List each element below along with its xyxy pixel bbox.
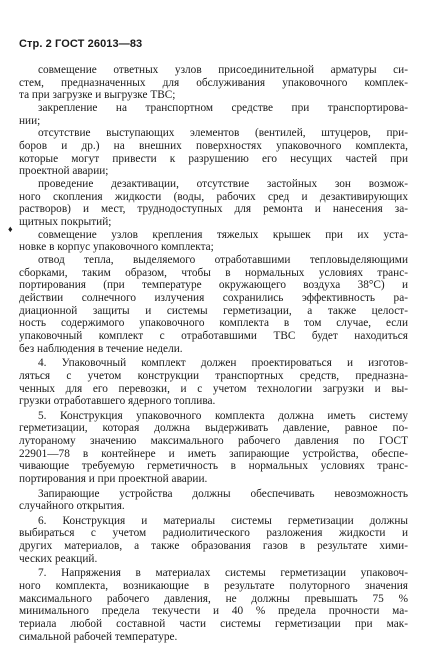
text-line: сборками, таким образом, чтобы в нормальных условиях транс-: [19, 266, 408, 279]
text-line: 7. Напряжения в материалах системы герметизации упаковоч-: [38, 567, 408, 580]
text-line: чивающие требуемую герметичность в нормальных условиях транс-: [19, 460, 408, 473]
text-line: Запирающие устройства должны обеспечивать невозможность: [38, 487, 408, 500]
text-line: совмещение ответных узлов присоединительной арматуры си-: [38, 64, 408, 76]
text-line: проектной аварии;: [19, 165, 109, 178]
text-line: 22901—78 в контейнере и иметь запирающие устройства, обеспе-: [19, 447, 408, 460]
text-line: нии;: [19, 114, 41, 127]
page-header: Стр. 2 ГОСТ 26013—83: [19, 38, 143, 50]
text-line: 5. Конструкция упаковочного комплекта должна иметь систему: [38, 409, 408, 422]
text-line: действии солнечного излучения сохранились эффективность ра-: [19, 292, 408, 305]
text-line: других материалов, а также образования газов в результате хими-: [19, 540, 408, 553]
text-line: териала любой составной части системы герметизации при мак-: [19, 617, 408, 630]
text-line: портирования и при проектной аварии.: [19, 473, 208, 486]
text-line: совмещение узлов крепления тяжелых крышек при их уста-: [38, 228, 408, 241]
text-line: случайного открытия.: [19, 500, 125, 513]
text-line: ческих реакций.: [19, 552, 98, 565]
text-line: ного комплекта, возникающие в результате полуторного значения: [19, 579, 408, 592]
text-line: ного скопления жидкости (воды, рабочих сред и дезактивирующих: [19, 190, 408, 203]
text-line: максимального рабочего давления, не должны превышать 75 %: [19, 592, 408, 605]
text-line: лутораному значению максимального рабочего давления по ГОСТ: [19, 435, 408, 448]
text-line: минимального предела текучести и 40 % предела прочности ма-: [19, 605, 408, 618]
text-line: портирования (при температуре окружающего воздуха 38°С) и: [19, 279, 408, 292]
text-line: боров и др.) на внешних поверхностях упаковочного комплекта,: [19, 140, 408, 153]
text-line: закрепление на транспортном средстве при транспортирова-: [38, 102, 408, 114]
text-line: отсутствие выступающих элементов (вентилей, штуцеров, при-: [38, 127, 408, 140]
text-line: герметизации, которая должна выдерживать давление, равное по-: [19, 422, 408, 435]
text-line: 6. Конструкция и материалы системы герметизации должны: [38, 514, 408, 527]
text-line: диационной защиты и системы герметизации, а также целост-: [19, 304, 408, 317]
text-line: растворов) и мест, труднодоступных для ремонта и нанесения за-: [19, 203, 408, 216]
text-line: выбираться с учетом радиолитического разложения жидкости и: [19, 527, 408, 540]
text-line: упаковочный комплект с отработавшими ТВС будет находиться: [19, 330, 408, 343]
text-line: ченных для его перевозки, и с учетом технологии загрузки и вы-: [19, 382, 408, 395]
margin-mark: ♦: [8, 224, 13, 234]
text-line: отвод тепла, выделяемого отработавшими тепловыделяющими: [38, 254, 408, 267]
text-line: грузки отработавшего ядерного топлива.: [19, 395, 216, 408]
text-line: новке в корпус упаковочного комплекта;: [19, 241, 214, 254]
text-line: та при загрузке и выгрузке ТВС;: [19, 89, 176, 102]
text-line: стем, предназначенных для обслуживания упаковочного комплек-: [19, 76, 408, 89]
text-line: которые могут привести к разрушению его несущих частей при: [19, 152, 408, 165]
text-line: 4. Упаковочный комплект должен проектироваться и изготов-: [38, 357, 408, 370]
text-line: ляться с учетом конструкции транспортных средств, предназна-: [19, 369, 408, 382]
text-line: проведение дезактивации, отсутствие застойных зон возмож-: [38, 178, 408, 191]
text-line: ность содержимого упаковочного комплекта в том случае, если: [19, 317, 408, 330]
text-line: щитных покрытий;: [19, 216, 112, 229]
text-line: симальной рабочей температуре.: [19, 630, 178, 643]
text-line: без наблюдения в течение недели.: [19, 342, 183, 355]
